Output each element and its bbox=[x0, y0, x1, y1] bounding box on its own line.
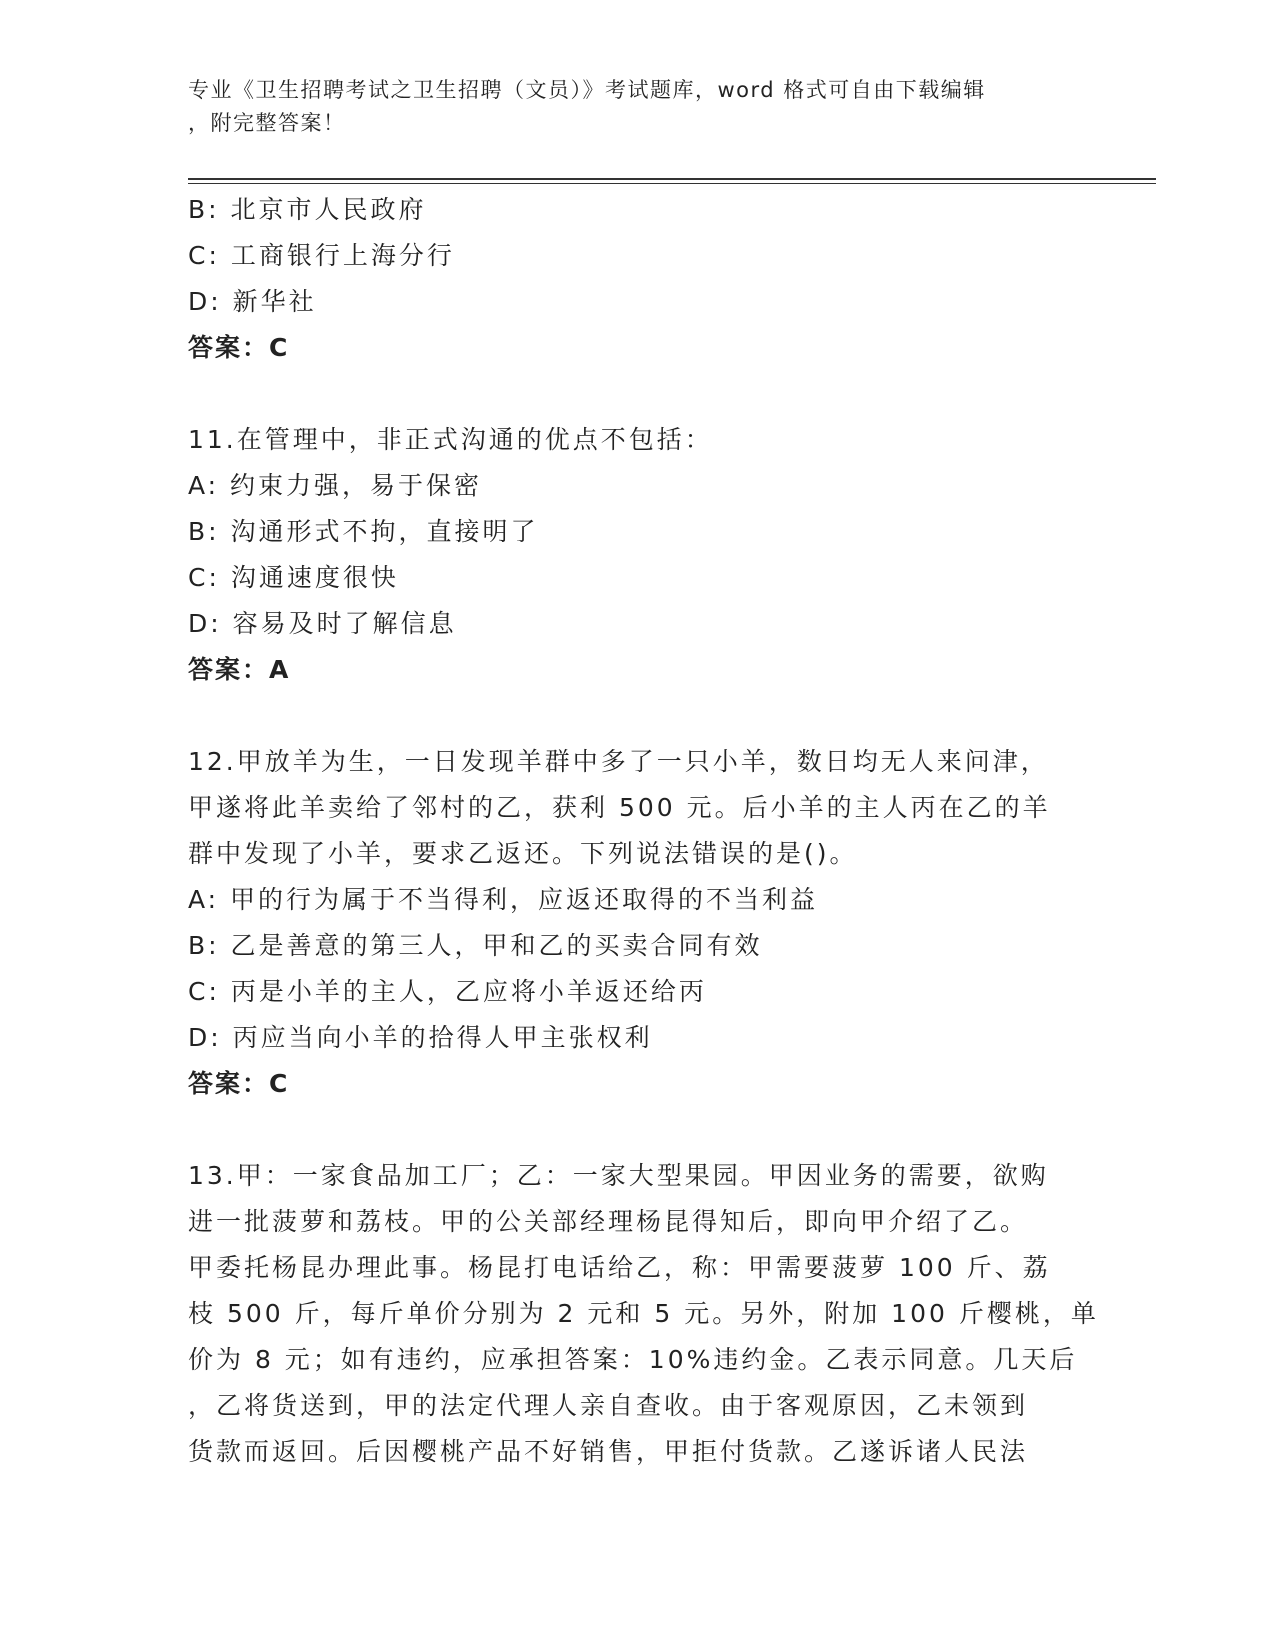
option-c: C: 沟通速度很快 bbox=[188, 563, 399, 592]
question-stem-line: 群中发现了小羊，要求乙返还。下列说法错误的是()。 bbox=[188, 839, 858, 868]
option-b: B: 北京市人民政府 bbox=[188, 195, 427, 224]
spacer bbox=[188, 693, 1088, 739]
option-d: D: 丙应当向小羊的拾得人甲主张权利 bbox=[188, 1023, 653, 1052]
document-body bbox=[188, 187, 1099, 1475]
question-stem-line: 甲委托杨昆办理此事。杨昆打电话给乙，称：甲需要菠萝 100 斤、荔 bbox=[188, 1253, 1051, 1282]
question-stem-line: 13.甲：一家食品加工厂；乙：一家大型果园。甲因业务的需要，欲购 bbox=[188, 1161, 1049, 1190]
option-d: D: 新华社 bbox=[188, 287, 317, 316]
spacer bbox=[188, 371, 1088, 417]
question-stem: 11.在管理中，非正式沟通的优点不包括： bbox=[188, 425, 713, 454]
answer-line: 答案：C bbox=[188, 333, 290, 362]
option-a: A: 甲的行为属于不当得利，应返还取得的不当利益 bbox=[188, 885, 819, 914]
header-line-1: 专业《卫生招聘考试之卫生招聘（文员）》考试题库，word 格式可自由下载编辑 bbox=[188, 78, 986, 102]
question-stem-line: 12.甲放羊为生，一日发现羊群中多了一只小羊，数日均无人来问津， bbox=[188, 747, 1049, 776]
answer-line: 答案：C bbox=[188, 1069, 290, 1098]
option-b: B: 乙是善意的第三人，甲和乙的买卖合同有效 bbox=[188, 931, 763, 960]
question-stem-line: 枝 500 斤，每斤单价分别为 2 元和 5 元。另外，附加 100 斤樱桃，单 bbox=[188, 1299, 1099, 1328]
question-12 bbox=[188, 739, 1088, 1107]
option-a: A: 约束力强，易于保密 bbox=[188, 471, 483, 500]
question-13 bbox=[188, 1153, 1099, 1475]
header-divider bbox=[188, 178, 1156, 180]
option-c: C: 丙是小羊的主人，乙应将小羊返还给丙 bbox=[188, 977, 707, 1006]
header-divider-thin bbox=[188, 183, 1156, 184]
question-stem-line: 进一批菠萝和荔枝。甲的公关部经理杨昆得知后，即向甲介绍了乙。 bbox=[188, 1207, 1029, 1236]
header-line-2: ，附完整答案！ bbox=[188, 111, 346, 135]
question-stem-line: ，乙将货送到，甲的法定代理人亲自查收。由于客观原因，乙未领到 bbox=[188, 1391, 1029, 1420]
option-d: D: 容易及时了解信息 bbox=[188, 609, 457, 638]
question-stem-line: 甲遂将此羊卖给了邻村的乙，获利 500 元。后小羊的主人丙在乙的羊 bbox=[188, 793, 1051, 822]
question-11 bbox=[188, 417, 1088, 693]
option-b: B: 沟通形式不拘，直接明了 bbox=[188, 517, 539, 546]
question-stem-line: 价为 8 元；如有违约，应承担答案：10%违约金。乙表示同意。几天后 bbox=[188, 1345, 1078, 1374]
question-stem-line: 货款而返回。后因樱桃产品不好销售，甲拒付货款。乙遂诉诸人民法 bbox=[188, 1437, 1029, 1466]
spacer bbox=[188, 1107, 1088, 1153]
question-10-continued bbox=[188, 187, 1088, 371]
option-c: C: 工商银行上海分行 bbox=[188, 241, 455, 270]
answer-line: 答案：A bbox=[188, 655, 291, 684]
page-header bbox=[188, 74, 1068, 140]
